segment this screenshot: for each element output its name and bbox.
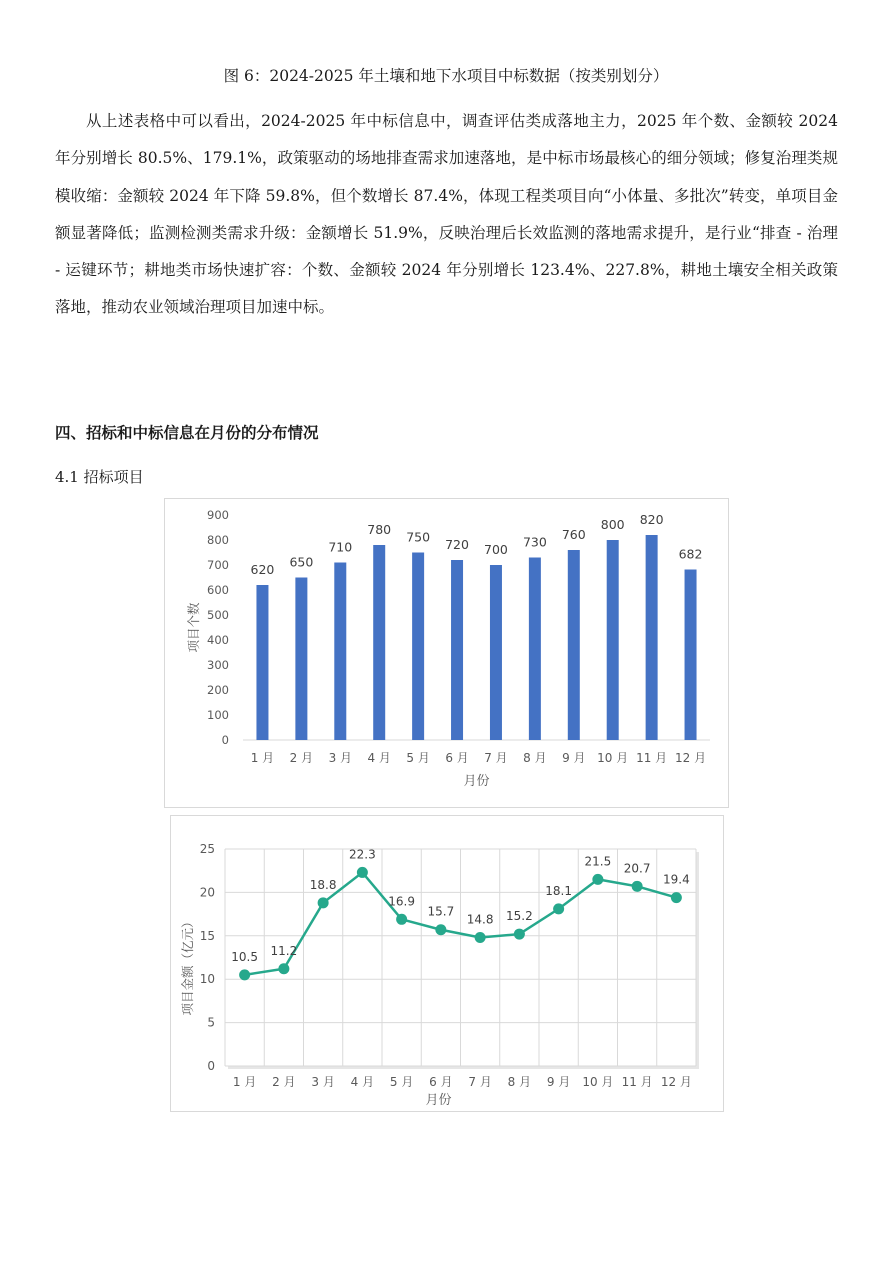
bar-data-label: 710 — [328, 539, 353, 555]
x-tick-label: 4 月 — [367, 751, 391, 765]
x-tick-label: 9 月 — [562, 751, 586, 765]
bar — [607, 540, 619, 740]
x-tick-label: 11 月 — [621, 1075, 653, 1089]
bar-data-label: 750 — [406, 529, 431, 545]
bar — [412, 553, 424, 741]
y-tick-label: 800 — [207, 533, 229, 547]
x-tick-label: 1 月 — [232, 1075, 257, 1089]
bar-data-label: 760 — [561, 527, 586, 542]
bar — [373, 545, 385, 740]
x-tick-label: 10 月 — [582, 1075, 614, 1089]
x-tick-label: 9 月 — [546, 1075, 571, 1089]
x-tick-label: 3 月 — [328, 751, 353, 765]
point-data-label: 20.7 — [623, 861, 651, 876]
y-tick-label: 0 — [221, 733, 229, 747]
bar-data-label: 780 — [367, 522, 392, 537]
point-data-label: 15.7 — [427, 904, 455, 919]
figure-caption: 图 6：2024-2025 年土壤和地下水项目中标数据（按类别划分） — [223, 67, 669, 85]
point-data-label: 18.8 — [309, 877, 337, 892]
x-tick-label: 8 月 — [523, 751, 547, 765]
y-tick-label: 500 — [207, 608, 229, 622]
x-tick-label: 12 月 — [674, 751, 707, 765]
y-tick-label: 0 — [207, 1059, 215, 1073]
y-tick-label: 100 — [207, 708, 229, 722]
bar-chart-container — [164, 498, 729, 808]
x-tick-label: 2 月 — [289, 751, 314, 765]
x-tick-label: 6 月 — [445, 751, 469, 765]
x-axis-title: 月份 — [463, 774, 490, 789]
point-data-label: 16.9 — [388, 894, 415, 909]
y-axis-title: 项目个数 — [186, 602, 201, 653]
bar-data-label: 620 — [250, 562, 275, 577]
data-point — [592, 874, 603, 885]
bar — [529, 558, 541, 741]
x-tick-label: 2 月 — [272, 1075, 296, 1089]
bar-data-label: 730 — [522, 534, 547, 550]
section-heading: 四、招标和中标信息在月份的分布情况 — [55, 423, 319, 442]
bar — [490, 565, 502, 740]
x-axis-title: 月份 — [425, 1093, 452, 1108]
y-axis-title: 项目金额（亿元） — [180, 915, 195, 1016]
bar-data-label: 650 — [289, 554, 314, 570]
bar — [295, 578, 307, 741]
y-tick-label: 300 — [207, 658, 229, 672]
y-tick-label: 200 — [207, 683, 229, 697]
point-data-label: 11.2 — [270, 943, 298, 958]
y-tick-label: 900 — [207, 508, 229, 522]
y-tick-label: 10 — [199, 972, 215, 987]
bar — [646, 535, 658, 740]
x-tick-label: 7 月 — [468, 1075, 492, 1089]
x-tick-label: 10 月 — [597, 751, 629, 765]
line-chart — [171, 816, 723, 1111]
y-tick-label: 700 — [207, 558, 229, 572]
data-point — [239, 969, 250, 980]
y-tick-label: 600 — [207, 583, 229, 597]
data-point — [671, 892, 682, 903]
x-tick-label: 12 月 — [660, 1075, 692, 1089]
point-data-label: 21.5 — [584, 854, 612, 869]
line-chart-container — [170, 815, 724, 1112]
y-tick-label: 400 — [207, 633, 229, 647]
data-point — [475, 932, 486, 943]
data-point — [514, 929, 525, 940]
x-tick-label: 1 月 — [250, 751, 275, 765]
bar — [568, 550, 580, 740]
point-data-label: 14.8 — [466, 912, 494, 927]
point-data-label: 18.1 — [545, 883, 572, 898]
bar — [334, 563, 346, 741]
y-tick-label: 5 — [207, 1015, 215, 1030]
x-tick-label: 11 月 — [636, 751, 668, 765]
y-tick-label: 20 — [199, 885, 215, 900]
x-tick-label: 5 月 — [389, 1075, 414, 1089]
data-point — [318, 897, 329, 908]
y-tick-label: 25 — [199, 842, 215, 856]
x-tick-label: 8 月 — [507, 1075, 532, 1089]
x-tick-label: 4 月 — [350, 1075, 375, 1089]
data-point — [632, 881, 643, 892]
bar — [685, 570, 697, 741]
y-tick-label: 15 — [199, 928, 215, 943]
data-point — [278, 963, 289, 974]
bar — [451, 560, 463, 740]
bar-data-label: 800 — [600, 517, 625, 532]
bar — [256, 585, 268, 740]
bar-data-label: 720 — [445, 537, 469, 552]
point-data-label: 22.3 — [349, 847, 376, 862]
data-point — [435, 924, 446, 935]
bar-chart — [165, 499, 728, 807]
x-tick-label: 6 月 — [429, 1075, 453, 1089]
x-tick-label: 3 月 — [311, 1075, 335, 1089]
data-point — [357, 867, 368, 878]
bar-data-label: 700 — [484, 542, 508, 557]
bar-data-label: 682 — [678, 546, 703, 562]
data-point — [396, 914, 407, 925]
point-data-label: 19.4 — [663, 872, 690, 887]
bar-data-label: 820 — [639, 512, 664, 527]
x-tick-label: 7 月 — [484, 751, 508, 765]
body-paragraph: 从上述表格中可以看出，2024-2025 年中标信息中，调查评估类成落地主力，2025 年个数、金额较 2024 年分别增长 80.5%、179.1%，政策驱动的场地排查需求加速落地，是中标市场最核心的细分领域；修复治理类规模收缩：金额较 2024 年下降 59.8%，但个数增长 87.4%，体现工程类项目向“小体量、多批次”转变，单项目金额显著降低；监测检测类需求升级：金额增长 51.9%，反映治理后长效监测的落地需求提升，是行业“排查 - 治理 - 运键环节；耕地类市场快速扩容：个数、金额较 2024 年分别增长 123.4%、227.8%，耕地土壤安全相关政策落地，推动农业领域治理项目加速中标。 — [55, 112, 838, 317]
point-data-label: 15.2 — [506, 909, 533, 924]
point-data-label: 10.5 — [231, 949, 258, 964]
subsection-heading: 4.1 招标项目 — [55, 468, 144, 486]
x-tick-label: 5 月 — [406, 751, 430, 765]
data-point — [553, 903, 564, 914]
